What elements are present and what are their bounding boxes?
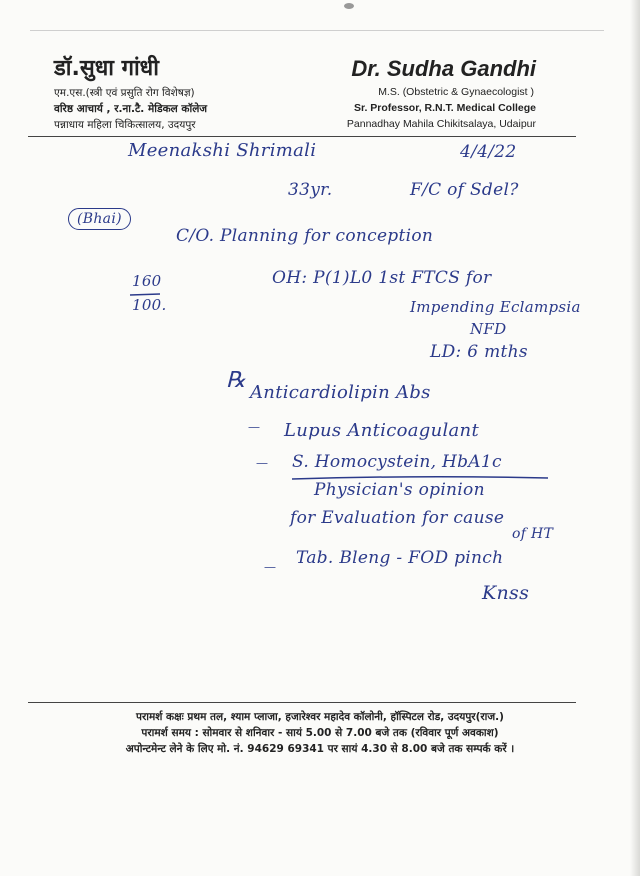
header-divider	[28, 136, 576, 137]
patient-name: Meenakshi Shrimali	[128, 140, 317, 161]
dash-mark: —	[264, 560, 277, 574]
bp-label: (Bhai)	[68, 208, 131, 230]
dash-mark: —	[256, 456, 269, 470]
doctor-degree-hindi: एम.एस.(स्त्री एवं प्रसुति रोग विशेषज्ञ)	[54, 87, 195, 99]
doctor-name-hindi: डॉ.सुधा गांधी	[54, 56, 159, 81]
investigation-item: S. Homocystein, HbA1c	[292, 452, 502, 472]
investigation-item: Anticardiolipin Abs	[250, 382, 431, 403]
top-faint-rule	[30, 30, 604, 31]
bp-systolic: 160	[132, 272, 162, 290]
prescription-date: 4/4/22	[460, 142, 517, 162]
complaint-note: F/C of Sdel?	[410, 180, 519, 200]
footer-divider	[28, 702, 576, 703]
hospital-hindi: पन्नाधाय महिला चिकित्सालय, उदयपुर	[54, 119, 196, 131]
rx-symbol-icon: ℞	[226, 368, 247, 393]
investigation-item: Lupus Anticoagulant	[284, 420, 479, 441]
scan-mark-icon	[342, 2, 356, 10]
consultation-timing: परामर्श समय : सोमवार से शनिवार - सायं 5.00 से 7.00 बजे तक (रविवार पूर्ण अवकाश)	[141, 727, 499, 739]
doctor-title-english: Sr. Professor, R.N.T. Medical College	[353, 102, 536, 114]
obstetric-history-line-2: Impending Eclampsia	[410, 298, 581, 316]
investigation-item: of HT	[512, 526, 554, 542]
obstetric-history-line-3: NFD	[470, 320, 507, 338]
investigation-item: for Evaluation for cause	[290, 508, 505, 528]
bp-diastolic: 100.	[132, 296, 167, 314]
investigation-item: Physician's opinion	[314, 480, 485, 500]
dash-mark: —	[248, 420, 261, 434]
obstetric-history-line-4: LD: 6 mths	[430, 342, 528, 362]
doctor-degree-english: M.S. (Obstetric & Gynaecologist )	[378, 86, 534, 98]
investigation-item: Tab. Bleng - FOD pinch	[296, 548, 504, 568]
obstetric-history-line-1: OH: P(1)L0 1st FTCS for	[272, 268, 492, 288]
appointment-info: अपोन्टमेन्ट लेने के लिए मो. नं. 94629 69341 पर सायं 4.30 से 8.00 बजे तक सम्पर्क करें ।	[125, 743, 515, 755]
signature: Knss	[482, 582, 530, 604]
patient-age: 33yr.	[288, 180, 333, 200]
chief-complaint: C/O. Planning for conception	[176, 226, 434, 246]
doctor-title-hindi: वरिष्ठ आचार्य , र.ना.टै. मेडिकल कॉलेज	[54, 103, 208, 115]
hospital-english: Pannadhay Mahila Chikitsalaya, Udaipur	[346, 118, 536, 130]
doctor-name-english: Dr. Sudha Gandhi	[351, 56, 536, 81]
clinic-address: परामर्श कक्षः प्रथम तल, श्याम प्लाजा, हजारेश्वर महादेव कॉलोनी, हॉस्पिटल रोड, उदयपुर(राज.)	[136, 711, 504, 723]
